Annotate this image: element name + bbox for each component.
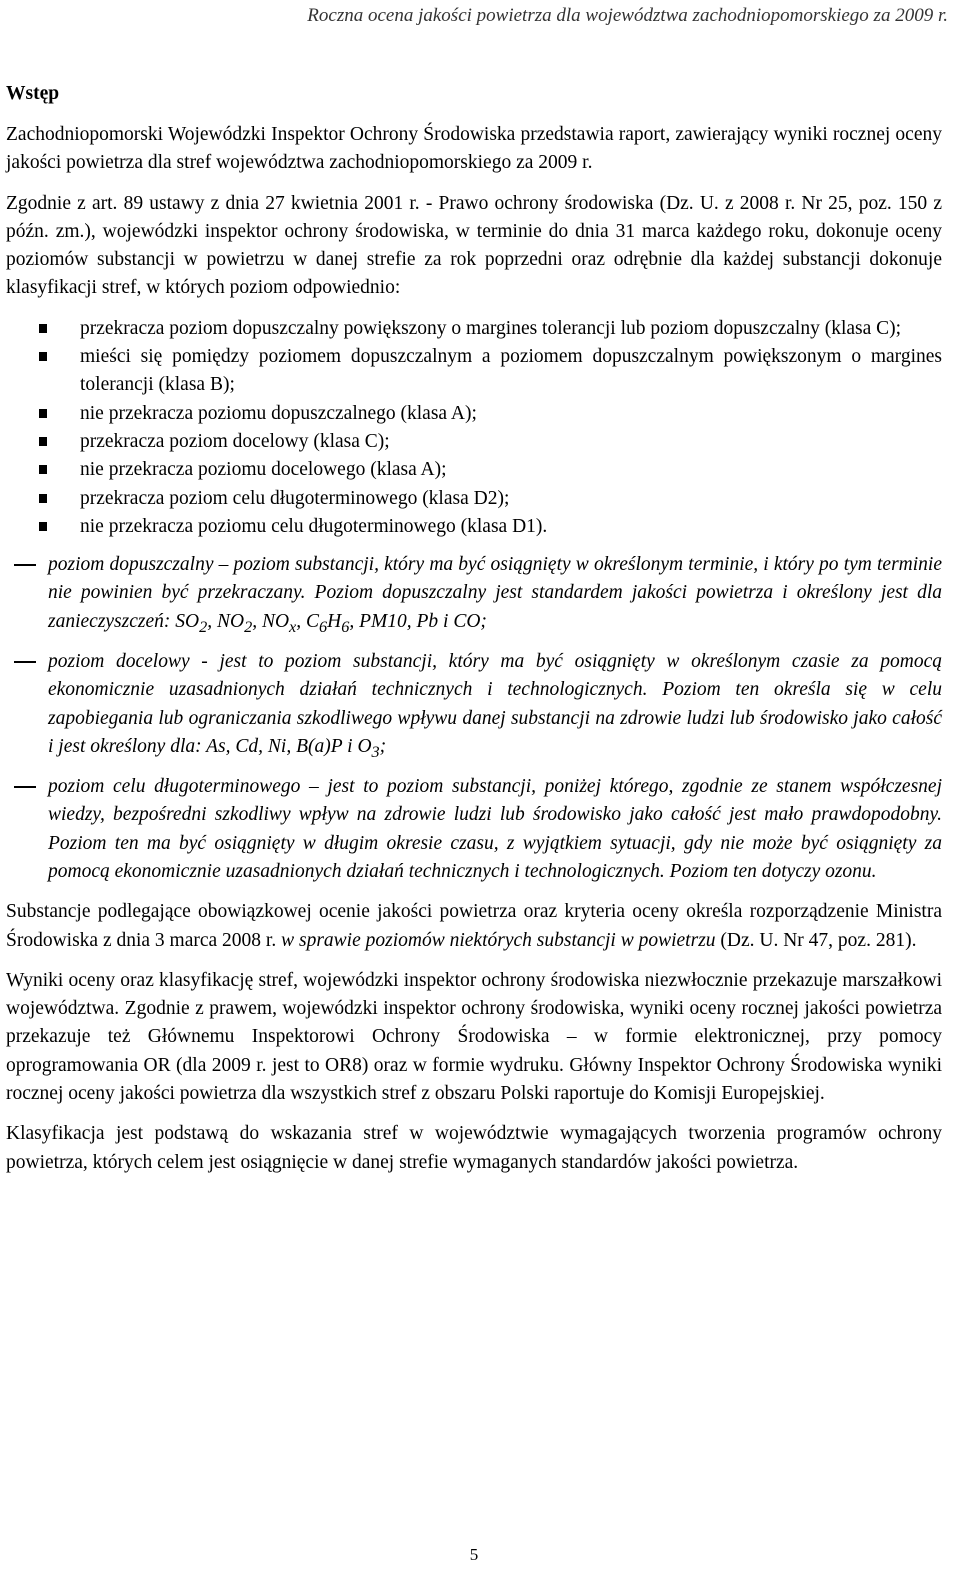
document-body [6, 80, 942, 1189]
legal-basis-paragraph: Zgodnie z art. 89 ustawy z dnia 27 kwietnia 2001 r. - Prawo ochrony środowiska (Dz. U. z 2008 r. Nr 25, poz. 150 z późn. zm.), wojewódzki inspektor ochrony środowiska, w terminie do dnia 31 marca każdego roku, dokonuje oceny poziomów substancji w powietrzu w danej strefie za rok poprzedni oraz odrębnie dla każdej substancji dokonuje klasyfikacji stref, w których poziom odpowiednio: [6, 192, 942, 299]
reporting-paragraph: Wyniki oceny oraz klasyfikację stref, wojewódzki inspektor ochrony środowiska niezwłocznie przekazuje marszałkowi województwa. Zgodnie z prawem, wojewódzki inspektor ochrony środowiska, wyniki oceny rocznej jakości powietrza przekazuje też Głównemu Inspektorowi Ochrony Środowiska – w formie elektronicznej, przy pomocy oprogramowania OR (dla 2009 r. jest to OR8) oraz w formie wydruku. Główny Inspektor Ochrony Środowiska wyniki rocznej oceny jakości powietrza dla wszystkich stref z obszaru Polski raportuje do Komisji Europejskiej. [6, 969, 942, 1104]
dash-bullet-icon [14, 786, 36, 788]
dash-bullet-icon [14, 661, 36, 663]
classification-list [6, 315, 942, 541]
list-item: przekracza poziom celu długoterminowego (klasa D2); [6, 485, 942, 513]
regulation-paragraph: Substancje podlegające obowiązkowej ocenie jakości powietrza oraz kryteria oceny określa rozporządzenie Ministra Środowiska z dnia 3 marca 2008 r. w sprawie poziomów niektórych substancji w powietrzu (Dz. U. Nr 47, poz. 281). [6, 901, 942, 951]
list-item: nie przekracza poziomu dopuszczalnego (klasa A); [6, 400, 942, 428]
square-bullet-icon [39, 465, 47, 474]
dash-bullet-icon [14, 564, 36, 566]
section-title: Wstęp [6, 83, 60, 104]
definition-limit-value: poziom dopuszczalny – poziom substancji, który ma być osiągnięty w określonym terminie, i który po tym terminie nie powinien być przekraczany. Poziom dopuszczalny jest standardem jakości powietrza i określony jest dla zanieczyszczeń: $SO_2$, $NO_2$, $NO_x$, $C_6H_6$, PM10, Pb i CO; [6, 551, 942, 641]
square-bullet-icon [39, 437, 47, 446]
definitions-list [6, 551, 942, 886]
definition-target-value: poziom docelowy - jest to poziom substancji, który ma być osiągnięty w określonym czasie za pomocą ekonomicznie uzasadnionych działań technicznych i technologicznych. Poziom ten określa się w celu zapobiegania lub ograniczania szkodliwego wpływu danej substancji na zdrowie ludzi lub środowisko jako całość i jest określony dla: As, Cd, Ni, B(a)P i $O_3$; [6, 648, 942, 766]
square-bullet-icon [39, 409, 47, 418]
page-number: 5 [469, 1545, 479, 1564]
closing-paragraph: Klasyfikacja jest podstawą do wskazania stref w województwie wymagających tworzenia programów ochrony powietrza, których celem jest osiągnięcie w danej strefie wymaganych standardów jakości powietrza. [6, 1123, 942, 1173]
square-bullet-icon [39, 324, 47, 333]
list-item: przekracza poziom docelowy (klasa C); [6, 428, 942, 456]
square-bullet-icon [39, 352, 47, 361]
list-item: nie przekracza poziomu celu długoterminowego (klasa D1). [6, 513, 942, 541]
list-item: mieści się pomiędzy poziomem dopuszczalnym a poziomem dopuszczalnym powiększonym o margines tolerancji (klasa B); [6, 343, 942, 400]
square-bullet-icon [39, 494, 47, 503]
regulation-title: w sprawie poziomów niektórych substancji w powietrzu [281, 929, 716, 951]
list-item: nie przekracza poziomu docelowego (klasa A); [6, 456, 942, 484]
intro-paragraph: Zachodniopomorski Wojewódzki Inspektor Ochrony Środowiska przedstawia raport, zawierający wyniki rocznej oceny jakości powietrza dla stref województwa zachodniopomorskiego za 2009 r. [6, 124, 942, 174]
running-header: Roczna ocena jakości powietrza dla województwa zachodniopomorskiego za 2009 r. [307, 5, 948, 26]
square-bullet-icon [39, 522, 47, 531]
definition-long-term-objective: poziom celu długoterminowego – jest to poziom substancji, poniżej którego, zgodnie ze stanem współczesnej wiedzy, bezpośredni szkodliwy wpływ na zdrowie ludzi lub środowisko jako całość jest mało prawdopodobny. Poziom ten ma być osiągnięty w długim okresie czasu, z wyjątkiem sytuacji, gdy nie może być osiągnięty za pomocą ekonomicznie uzasadnionych działań technicznych i technologicznych. Poziom ten dotyczy ozonu. [6, 773, 942, 886]
list-item: przekracza poziom dopuszczalny powiększony o margines tolerancji lub poziom dopuszczalny (klasa C); [6, 315, 942, 343]
